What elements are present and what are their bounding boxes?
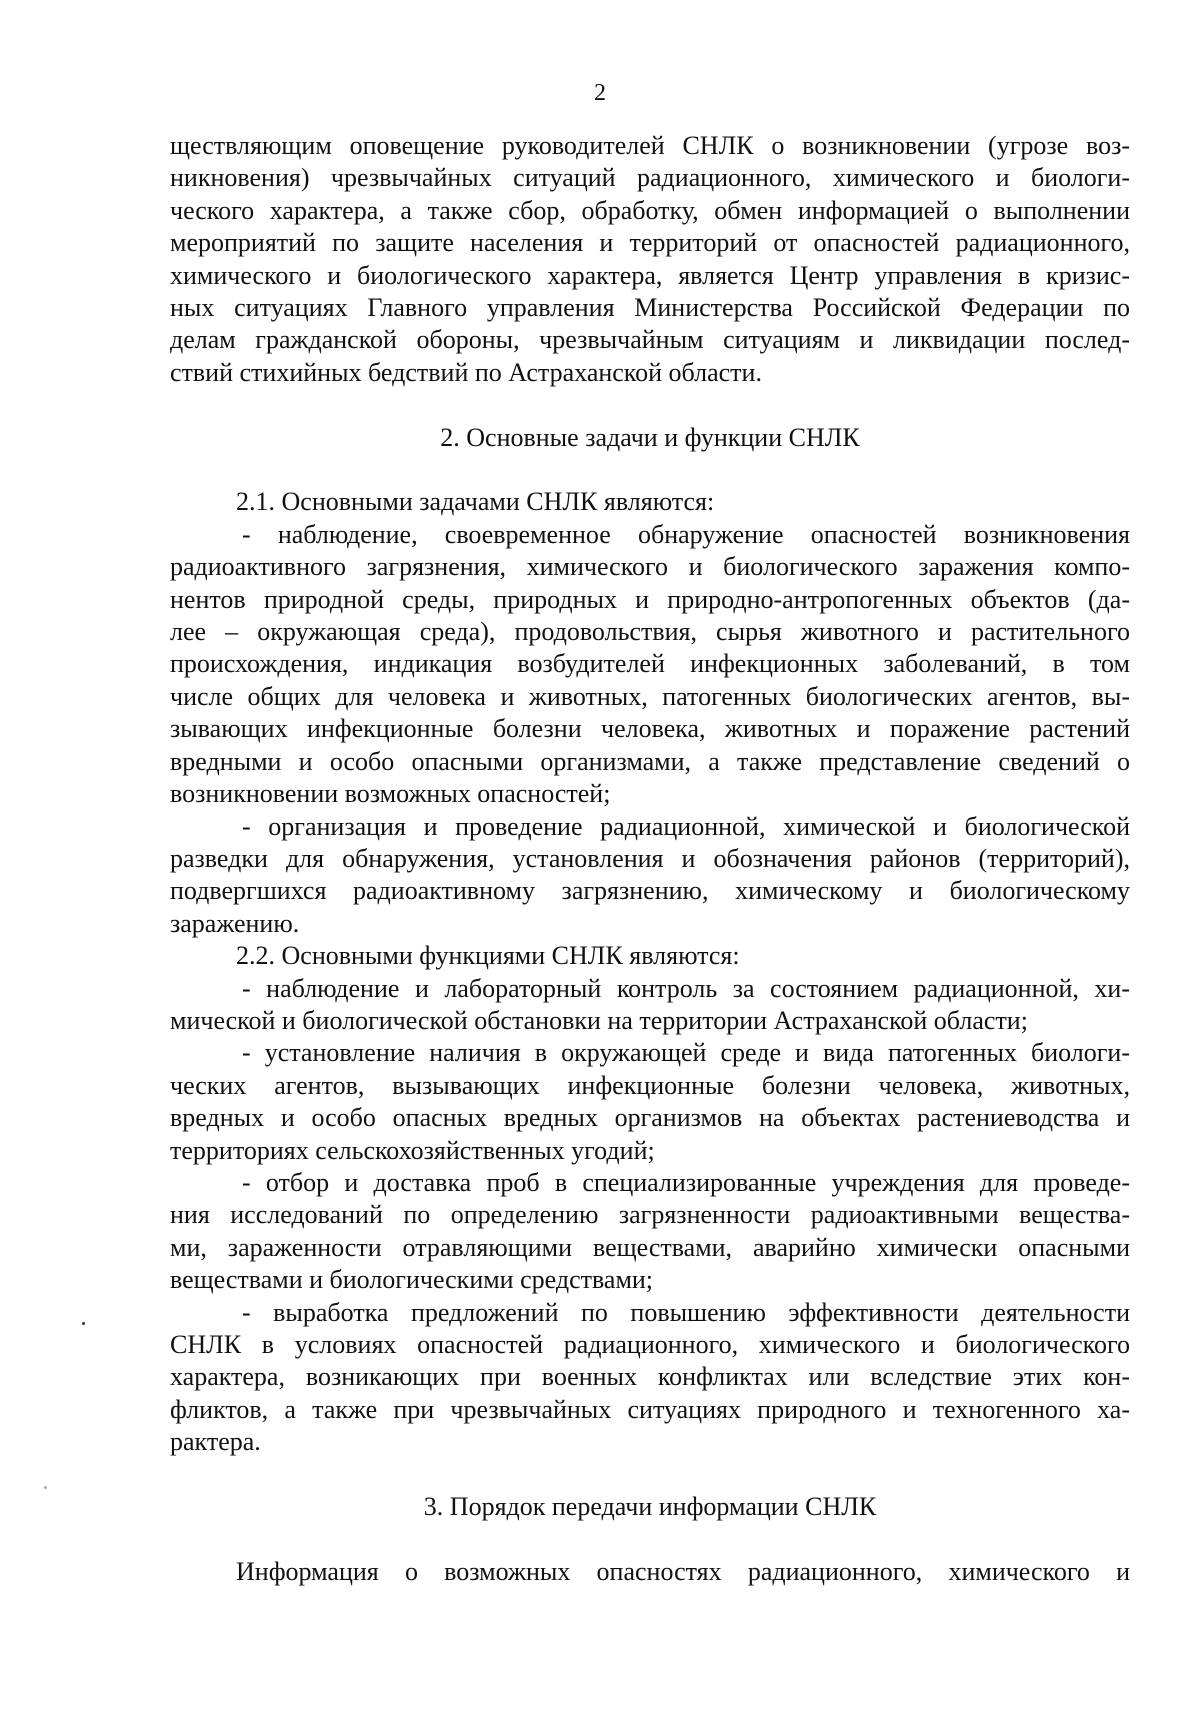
list-item: [170, 1297, 1130, 1459]
list-item: [170, 519, 1130, 811]
text-line: - организация и проведение радиационной, химической и биологической: [242, 811, 1130, 841]
text-line: возникновении возможных опасностей;: [170, 779, 611, 809]
spacer: [170, 1459, 1130, 1491]
document-body: [170, 130, 1130, 1588]
list-item: [170, 811, 1130, 941]
text-line: ми, зараженности отравляющими веществами, аварийно химически опасными: [170, 1232, 1130, 1262]
text-line: происхождения, индикация возбудителей инфекционных заболеваний, в том: [170, 649, 1130, 679]
page-number: 2: [594, 80, 606, 106]
section-heading-3: 3. Порядок передачи информации СНЛК: [423, 1492, 877, 1522]
text-line: ческого характера, а также сбор, обработку, обмен информацией о выполнении: [170, 195, 1130, 225]
text-line: веществами и биологическими средствами;: [170, 1265, 654, 1295]
text-line: - установление наличия в окружающей среде и вида патогенных биологи-: [242, 1038, 1130, 1068]
text-line: - выработка предложений по повышению эффективности деятельности: [242, 1297, 1130, 1327]
text-line: характера, возникающих при военных конфликтах или вследствие этих кон-: [170, 1362, 1130, 1392]
text-line: числе общих для человека и животных, патогенных биологических агентов, вы-: [170, 681, 1130, 711]
spacer: [170, 454, 1130, 486]
text-line: подвергшихся радиоактивному загрязнению, химическому и биологическому: [170, 876, 1130, 906]
text-line: территориях сельскохозяйственных угодий;: [170, 1135, 655, 1165]
list-item: [170, 973, 1130, 1038]
text-line: радиоактивного загрязнения, химического и биологического заражения компо-: [170, 552, 1130, 582]
text-line: ческих агентов, вызывающих инфекционные болезни человека, животных,: [170, 1070, 1130, 1100]
text-line: нентов природной среды, природных и природно-антропогенных объектов (да-: [170, 584, 1130, 614]
text-line: - наблюдение и лабораторный контроль за состоянием радиационной, хи-: [242, 973, 1130, 1003]
text-line: - отбор и доставка проб в специализированные учреждения для проведе-: [242, 1167, 1130, 1197]
text-line: зывающих инфекционные болезни человека, животных и поражение растений: [170, 714, 1130, 744]
text-line: лее – окружающая среда), продовольствия, сырья животного и растительного: [170, 617, 1130, 647]
text-line: фликтов, а также при чрезвычайных ситуациях природного и техногенного ха-: [170, 1394, 1130, 1424]
list-item: [170, 1167, 1130, 1297]
text-line: ствий стихийных бедствий по Астраханской области.: [170, 357, 762, 387]
text-line: делам гражданской обороны, чрезвычайным ситуациям и ликвидации послед-: [170, 325, 1130, 355]
text-line: ния исследований по определению загрязненности радиоактивными вещества-: [170, 1200, 1130, 1230]
text-line: мероприятий по защите населения и территорий от опасностей радиационного,: [170, 228, 1130, 258]
text-line: заражению.: [170, 908, 300, 938]
text-line: разведки для обнаружения, установления и обозначения районов (территорий),: [170, 843, 1130, 873]
text-line: никновения) чрезвычайных ситуаций радиационного, химического и биологи-: [170, 163, 1130, 193]
text-line: ных ситуациях Главного управления Министерства Российской Федерации по: [170, 293, 1130, 323]
list-item: [170, 1037, 1130, 1167]
intro-paragraph: [170, 130, 1130, 389]
subsection-title-2-1: 2.1. Основными задачами СНЛК являются:: [236, 487, 715, 517]
text-line: вредными и особо опасными организмами, а также представление сведений о: [170, 746, 1130, 776]
section-3-first-line: Информация о возможных опасностях радиационного, химического и: [236, 1556, 1130, 1586]
text-line: СНЛК в условиях опасностей радиационного, химического и биологического: [170, 1330, 1130, 1359]
subsection-title-2-2: 2.2. Основными функциями СНЛК являются:: [236, 941, 740, 971]
scan-speck: [82, 1322, 85, 1325]
text-line: мической и биологической обстановки на территории Астраханской области;: [170, 1005, 1028, 1035]
text-line: рактера.: [170, 1427, 261, 1457]
scan-speck: [44, 1486, 47, 1489]
text-line: вредных и особо опасных вредных организмов на объектах растениеводства и: [170, 1103, 1130, 1133]
spacer: [170, 1523, 1130, 1555]
section-heading-2: 2. Основные задачи и функции СНЛК: [440, 422, 860, 452]
spacer: [170, 389, 1130, 421]
text-line: - наблюдение, своевременное обнаружение опасностей возникновения: [242, 519, 1130, 549]
text-line: химического и биологического характера, является Центр управления в кризис-: [170, 260, 1130, 290]
text-line: ществляющим оповещение руководителей СНЛК о возникновении (угрозе воз-: [170, 131, 1130, 160]
